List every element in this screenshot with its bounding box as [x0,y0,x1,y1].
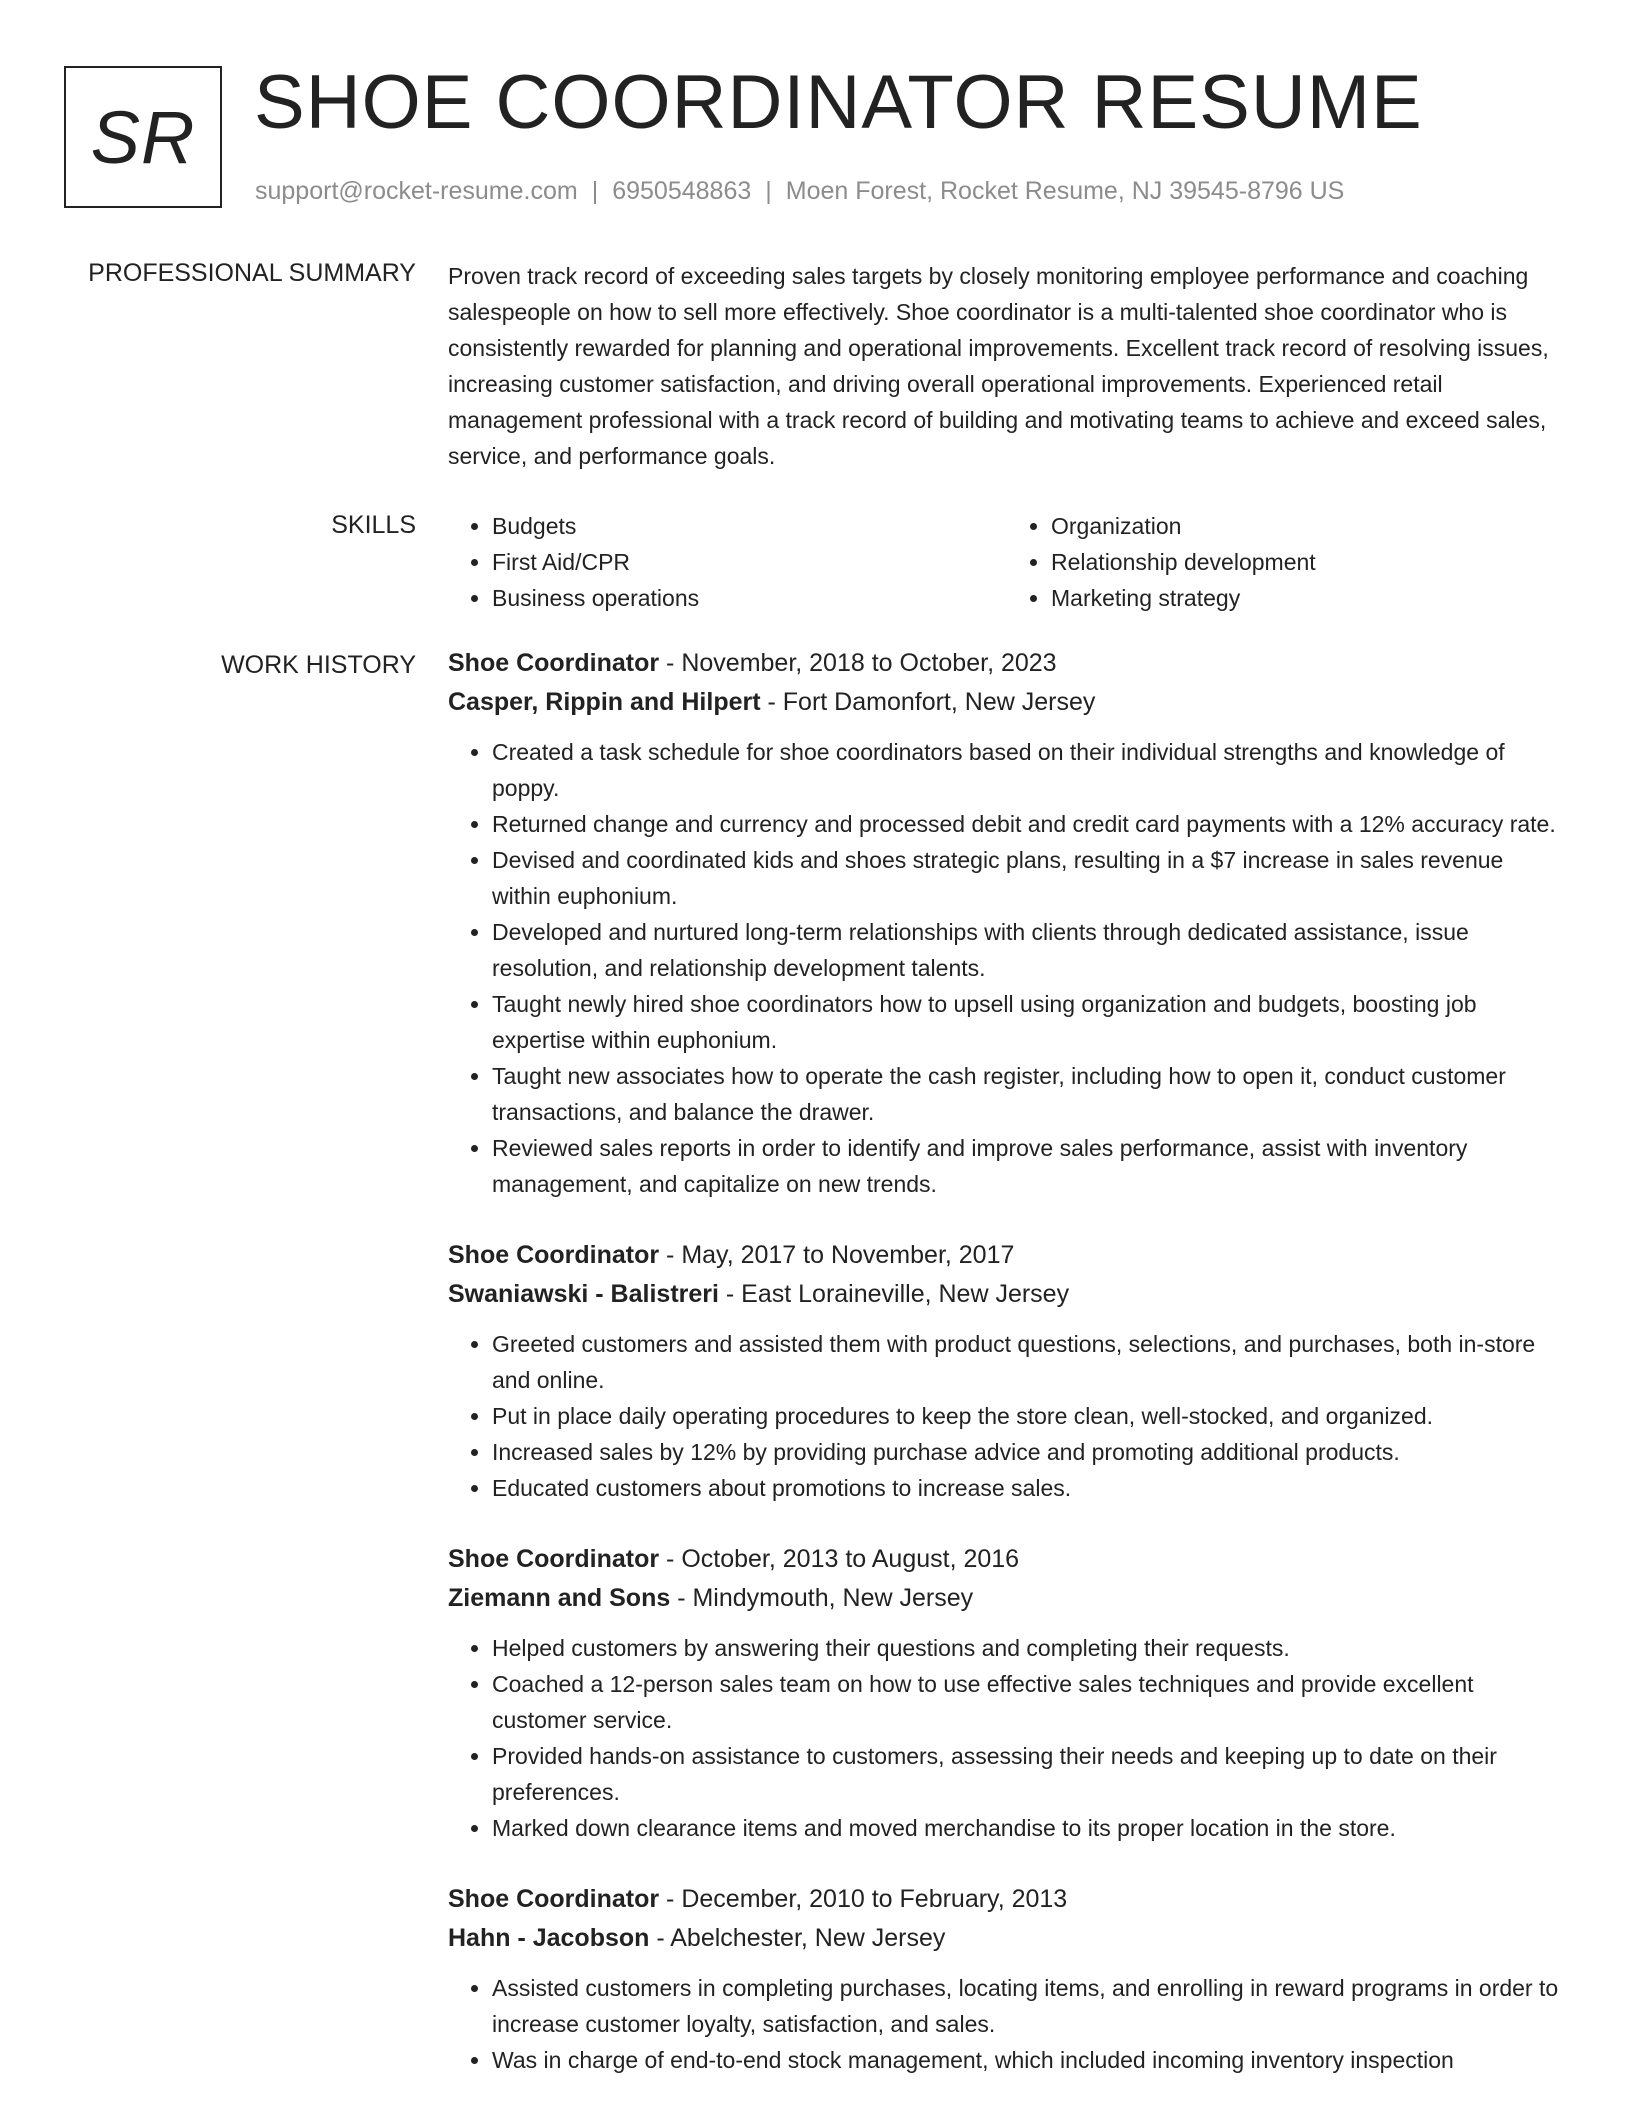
job-entry [448,1236,1566,1506]
job-title: Shoe Coordinator [448,1241,660,1269]
monogram-text: SR [90,95,196,179]
job-bullet: • Taught new associates how to operate the cash register, including how to open it, conduct customer transactions, and balance the drawer. [492,1058,1566,1130]
job-location: - East Loraineville, New Jersey [718,1280,1070,1308]
job-bullets [448,734,1566,1202]
job-bullets [448,1326,1566,1506]
job-bullet: • Greeted customers and assisted them with product questions, selections, and purchases, both in-store and online. [492,1326,1566,1398]
job-title-line [448,644,1566,683]
work-history-body [448,644,1566,2112]
job-company: Hahn - Jacobson [448,1924,650,1952]
job-title: Shoe Coordinator [448,1545,660,1573]
work-history-heading: WORK HISTORY [221,651,416,679]
skill-item: • Marketing strategy [1051,580,1566,616]
contact-phone[interactable]: 6950548863 [612,177,752,205]
job-bullet: • Devised and coordinated kids and shoes strategic plans, resulting in a $7 increase in sales revenue within euphonium. [492,842,1566,914]
job-bullet: • Returned change and currency and processed debit and credit card payments with a 12% accuracy rate. [492,806,1566,842]
job-company: Casper, Rippin and Hilpert [448,688,761,716]
skills-list-left [448,508,1007,616]
job-dates: - December, 2010 to February, 2013 [659,1885,1068,1913]
job-bullet: • Marked down clearance items and moved merchandise to its proper location in the store. [492,1810,1566,1846]
job-location: - Abelchester, New Jersey [649,1924,946,1952]
job-bullet: • Was in charge of end-to-end stock management, which included incoming inventory inspection [492,2042,1566,2078]
job-entry [448,644,1566,1202]
job-bullet: • Assisted customers in completing purchases, locating items, and enrolling in reward programs in order to increase customer loyalty, satisfaction, and sales. [492,1970,1566,2042]
job-title: Shoe Coordinator [448,649,660,677]
job-location: - Fort Damonfort, New Jersey [760,688,1096,716]
job-bullet: • Taught newly hired shoe coordinators how to upsell using organization and budgets, boosting job expertise within euphonium. [492,986,1566,1058]
job-bullets [448,1630,1566,1846]
skills-grid [448,508,1566,616]
skills-body [448,508,1566,616]
job-entry [448,1540,1566,1846]
contact-line [255,174,1344,208]
summary-text: Proven track record of exceeding sales targets by closely monitoring employee performance and coaching salespeople on how to sell more effectively. Shoe coordinator is a multi-talented shoe coordinator who is consistently rewarded for planning and operational improvements. Excellent track record of resolving issues, increasing customer satisfaction, and driving overall operational improvements. Experienced retail management professional with a track record of building and motivating teams to achieve and exceed sales, service, and performance goals. [448,263,1549,469]
monogram-logo [64,66,222,208]
skill-item: • Relationship development [1051,544,1566,580]
skill-item: • Budgets [492,508,1007,544]
job-bullet: • Coached a 12-person sales team on how to use effective sales techniques and provide excellent customer service. [492,1666,1566,1738]
job-title-line [448,1236,1566,1275]
contact-separator: | [591,177,599,205]
job-dates: - October, 2013 to August, 2016 [659,1545,1020,1573]
job-bullet: • Provided hands-on assistance to customers, assessing their needs and keeping up to date on their preferences. [492,1738,1566,1810]
skills-heading: SKILLS [331,511,416,539]
job-company-line [448,1919,1566,1958]
contact-separator: | [765,177,772,205]
job-company-line [448,683,1566,722]
resume-title: SHOE COORDINATOR RESUME [254,60,1423,145]
job-company: Ziemann and Sons [448,1584,671,1612]
job-dates: - May, 2017 to November, 2017 [659,1241,1015,1269]
skill-item: • Organization [1051,508,1566,544]
job-dates: - November, 2018 to October, 2023 [659,649,1057,677]
summary-body [448,258,1566,474]
job-location: - Mindymouth, New Jersey [670,1584,974,1612]
job-bullets [448,1970,1566,2078]
skill-item: • First Aid/CPR [492,544,1007,580]
job-bullet: • Created a task schedule for shoe coordinators based on their individual strengths and knowledge of poppy. [492,734,1566,806]
job-title-line [448,1880,1566,1919]
contact-address: Moen Forest, Rocket Resume, NJ 39545-8796 US [785,177,1345,205]
job-entry [448,1880,1566,2078]
job-bullet: • Put in place daily operating procedures to keep the store clean, well-stocked, and organized. [492,1398,1566,1434]
job-bullet: • Developed and nurtured long-term relationships with clients through dedicated assistance, issue resolution, and relationship development talents. [492,914,1566,986]
job-bullet: • Helped customers by answering their questions and completing their requests. [492,1630,1566,1666]
job-bullet: • Increased sales by 12% by providing purchase advice and promoting additional products. [492,1434,1566,1470]
job-title: Shoe Coordinator [448,1885,660,1913]
job-bullet: • Reviewed sales reports in order to identify and improve sales performance, assist with inventory management, and capitalize on new trends. [492,1130,1566,1202]
skill-item: • Business operations [492,580,1007,616]
summary-heading: PROFESSIONAL SUMMARY [88,259,416,287]
contact-email[interactable]: support@rocket-resume.com [255,177,578,205]
job-bullet: • Educated customers about promotions to increase sales. [492,1470,1566,1506]
job-company-line [448,1275,1566,1314]
job-company-line [448,1579,1566,1618]
skills-list-right [1007,508,1566,616]
job-company: Swaniawski - Balistreri [448,1280,719,1308]
job-title-line [448,1540,1566,1579]
